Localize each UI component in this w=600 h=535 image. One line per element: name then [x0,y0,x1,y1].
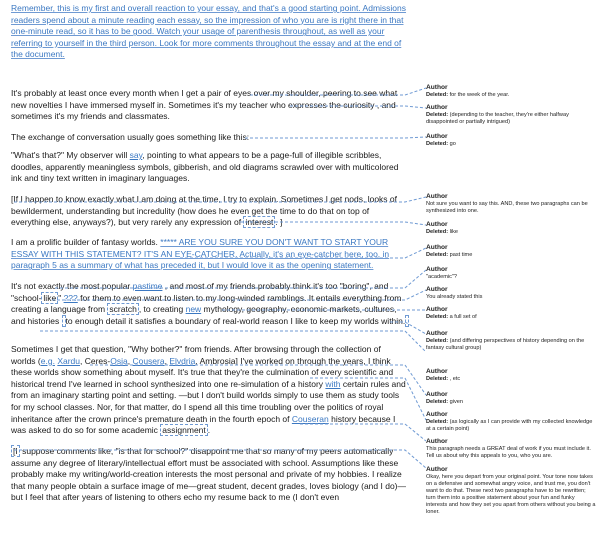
margin-comment[interactable] [426,221,596,236]
p6-text-4: for them to even want to listen to my long-winded ramblings. It entails everything from creating a language from [11,292,402,315]
paragraph-7[interactable] [11,344,406,437]
paragraph-6[interactable] [11,281,406,327]
p7-text-4: , [127,355,133,366]
paragraph-2[interactable] [11,132,406,144]
comment-deleted-label: Deleted: [426,112,449,118]
p6-highlight-scratch[interactable]: scratch [109,304,137,315]
comment-author: Author [426,84,448,91]
p6-highlight-like[interactable]: like [43,292,57,303]
comment-author: Author [426,104,448,111]
p3-text-1: "What's that?" My observer will [11,150,130,160]
p7-highlight-assignment[interactable]: assignment [162,425,206,436]
margin-comment[interactable] [426,411,596,433]
p7-text-6: , Ambrosia] I've worked on through the years, I think these worlds show something about myself. It's true that they're the culmination of every scientific and historical trend I've learned in school synthesized into one re-simulation of a history [11,355,394,389]
margin-comment[interactable] [426,266,596,281]
comment-author: Author [426,466,448,473]
comment-author: Author [426,368,448,375]
p8-text-1: suppose comments like, "is that for school?" disappoint me that so many of my peers automatically assume any degree of literary/intellectual effort must be associated with school. Assumptions like these probably make my writing/world-creation interests the most personal and private of my hobbies. I realize that many people obtain a surface image of me—great student, decent grades, loves biology (and I do)—but I feel that after years of listening to others echo my resume back to me (I don't even [11,446,407,503]
comment-author: Author [426,193,448,200]
p5-text-1: I am a prolific builder of fantasy worlds. [11,237,161,247]
p6-text-7: to enough detail it satisfies a boundary of real-world reason I like to keep my worlds within. [65,315,406,326]
p7-insertion-elvdria[interactable]: Elvdria [169,355,196,366]
p8-highlight-open[interactable]: [I [13,446,18,456]
comment-author: Author [426,411,448,418]
margin-comment[interactable] [426,391,596,406]
p6-insertion-pastime[interactable]: pastime [132,281,163,291]
comment-text: , etc [448,376,461,382]
p3-text-2: , pointing to what appears to be a page-full of illegible scribbles, doodles, apparently meaningless symbols, gibberish, and old diagrams scrawled over with multicolored ink and tiny text written in imaginary languages. [11,150,399,184]
comment-deleted-label: Deleted: [426,229,449,235]
p7-text-7: certain rules and from an imaginary starting point and setting. —but I don't build worlds simply to use them as study tools for my school classes. Nor, for that matter, do I spend all this time troubling over the politics of royal inheritance after the crown prince's premature death in the fourth epoch of [11,378,406,424]
comment-text: This paragraph needs a GREAT deal of work if you must include it. Tell us about why this appeals to you, who you are. [426,446,591,459]
comment-author: Author [426,306,448,313]
comment-author: Author [426,438,448,445]
comment-deleted-label: Deleted: [426,314,449,320]
paragraph-1[interactable] [11,88,406,123]
p7-insertion-cousera[interactable]: Cousera [132,355,165,366]
comment-author: Author [426,391,448,398]
comment-text: a full set of [448,314,477,320]
p7-text-1: Sometimes I get that question, "Why bother?" from friends. After browsing through the collection of worlds ( [11,344,381,366]
comment-text: (and differing perspectives of history depending on the fantasy cultural group) [426,338,585,351]
p4-text-2: . ] [275,217,283,228]
margin-comment[interactable] [426,286,596,301]
p4-text-1: [If I happen to know exactly what I am doing at the time, I try to explain. Sometimes I get nods, looks of bewilderment, understanding but incredulity (how does he even get the time to do that on top of everything else, anyways?), but very rarely any expression of [11,194,398,228]
p6-insertion-question[interactable]: ??? [63,292,78,303]
margin-comment[interactable] [426,133,596,148]
p7-text-8: history because I was asked to do so for some academic [11,413,396,436]
p3-insertion-say[interactable]: say [129,150,143,160]
comment-text: (as logically as I can provide with my collected knowledge at a certain point) [426,419,593,432]
p2-text: The exchange of conversation usually goes something like this: [11,132,250,142]
margin-comment[interactable] [426,466,596,516]
comment-deleted-label: Deleted: [426,338,449,344]
p6-insertion-new[interactable]: new [185,304,202,315]
comment-deleted-label: Deleted: [426,92,449,98]
comment-deleted-label: Deleted: [426,141,449,147]
feedback-intro[interactable]: Remember, this is my first and overall reaction to your essay, and that's a good starting point. Admissions readers spend about a minute reading each essay, so the impression of who you are is right there in that one-minute read, so it has to be good. Watch your usage of parenthesis throughout, as well as your referring to yourself in the third person. Look for more comments throughout the essay and at the end of the document. [11,3,407,60]
p6-text-1: It's not exactly the most popular [11,281,133,291]
paragraph-5[interactable] [11,237,406,272]
comment-text: like [448,229,459,235]
p7-insertion-with[interactable]: with [325,378,341,389]
paragraph-3[interactable] [11,150,406,185]
margin-comment[interactable] [426,244,596,259]
comment-text: given [448,399,464,405]
p1-text: It's probably at least once every month when I get a pair of eyes over my shoulder, peering to see what new novelties I have immersed myself in. Sometimes it's my teacher who expresses the curiosity , and sometimes it's my friends and classmates. [11,88,398,122]
paragraph-8[interactable] [11,446,406,504]
comment-text: (depending to the teacher, they're either halfway disappointed or partially intrigued) [426,112,569,125]
p6-text-6: mythology, geography, economic markets, cultures, and histories [11,304,397,326]
margin-comment[interactable] [426,84,596,99]
p6-text-5: , to creating [138,304,186,315]
p6-highlight-end[interactable] [405,315,409,327]
p7-insertion-xardu[interactable]: Xardu [57,355,81,366]
comment-text: Not sure you want to say this. AND, these two paragraphs can be synthesized into one. [426,201,588,214]
p7-insertion-eg[interactable]: e.g. [40,355,55,366]
comment-author: Author [426,133,448,140]
comment-deleted-label: Deleted: [426,419,449,425]
margin-comment[interactable] [426,193,596,215]
comment-text: You already stated this [426,294,483,300]
p6-text-3: " [58,292,64,303]
comment-deleted-label: Deleted: [426,252,449,258]
margin-comment[interactable] [426,438,596,460]
comment-author: Author [426,266,448,273]
comment-text: "academic"? [426,274,458,280]
p6-text-2: , and most of my friends probably think it's too "boring", and "school- [11,281,389,303]
margin-comment[interactable] [426,368,596,383]
p7-text-5: , [164,355,170,366]
comment-deleted-label: Deleted: [426,376,449,382]
comment-deleted-label: Deleted: [426,399,449,405]
margin-comment[interactable] [426,306,596,321]
comment-text: for the week of the year. [448,92,510,98]
comment-author: Author [426,330,448,337]
p5-inline-comment[interactable]: ***** ARE YOU SURE YOU DON'T WANT TO START YOUR ESSAY WITH THIS STATEMENT? IT'S AN EYE-CATCHER. Actually, it's an eye-catcher here, too, in paragraph 5 as a summary of what has preceded it, but I would love it as the opening statement. [11,237,390,271]
p7-insertion-couseran[interactable]: Couseran [291,413,329,424]
margin-comment[interactable] [426,330,596,352]
comment-author: Author [426,286,448,293]
p7-text-9: . [207,425,211,436]
p4-highlight-interest[interactable]: interest [245,217,274,228]
comment-text: go [448,141,456,147]
margin-comment[interactable] [426,104,596,126]
comment-author: Author [426,221,448,228]
paragraph-4[interactable] [11,194,406,229]
p7-insertion-osia[interactable]: Osia [110,355,128,366]
comment-text: past time [448,252,473,258]
comment-author: Author [426,244,448,251]
comment-text: Okay, here you depart from your original point. Your tone now takes on a defensive and somewhat angry voice, and trust me, you don't want to do that. These next two paragraphs have to be rewritten; turn them into a positive statement about your fun and funky interests and how they set you apart from others without you being a loner. [426,474,596,515]
p7-text-3: , Ceres- [80,355,111,366]
